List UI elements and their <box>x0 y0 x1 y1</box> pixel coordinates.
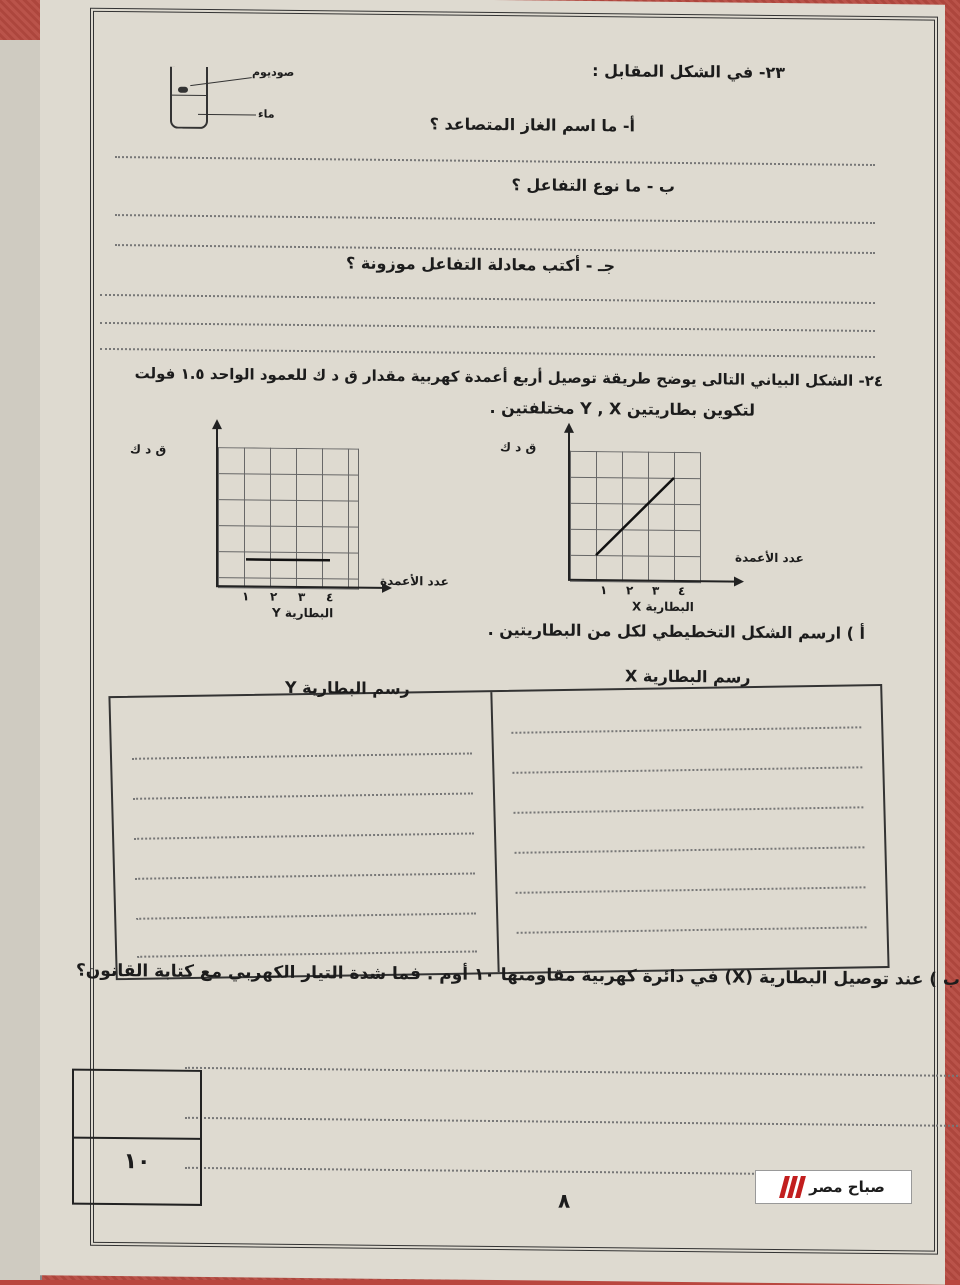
answer-line <box>511 726 861 733</box>
series-line <box>596 477 674 556</box>
answer-line <box>135 872 475 879</box>
q24-line1: ٢٤- الشكل البياني التالى يوضح طريقة توصيل أربع أعمدة كهربية مقدار ق د ك للعمود الواحد ١.٥ فولت <box>134 364 883 391</box>
answer-line <box>515 846 865 853</box>
answer-line <box>136 912 476 919</box>
graph-x-plot <box>570 451 700 582</box>
facing-page-edge <box>0 40 42 1280</box>
label-water: ماء <box>258 107 275 121</box>
graph-y-plot <box>218 447 358 588</box>
graph-battery-x <box>500 420 810 623</box>
answer-line <box>517 926 867 933</box>
graph-y-tick: ٤ <box>326 590 334 605</box>
x-axis-arrow-icon <box>734 577 744 587</box>
graph-x-tick: ١ <box>600 583 608 598</box>
watermark-logo <box>755 1170 912 1204</box>
watermark-text: صباح مصر <box>809 1178 885 1196</box>
graph-y-tick: ٣ <box>298 589 306 605</box>
table-divider <box>490 692 499 972</box>
graph-y-caption: البطارية Y <box>272 605 334 621</box>
q24-line2: لتكوين بطاريتين Y , X مختلفتين . <box>489 397 755 420</box>
series-line <box>246 559 330 560</box>
q23-part-c: جـ - أكتب معادلة التفاعل موزونة ؟ <box>345 253 615 276</box>
score-box <box>72 1069 202 1206</box>
q24-part-b: ب ) عند توصيل البطارية (X) في دائرة كهربية مقاومتها ١٠ أوم . فما شدة التيار الكهربي مع كتابة القانون؟ <box>75 960 960 990</box>
graph-x-x-label: عدد الأعمدة <box>735 550 804 566</box>
answer-line <box>512 766 862 773</box>
graph-x-tick: ٣ <box>652 583 660 598</box>
graph-y-tick: ٢ <box>270 589 278 604</box>
y-axis-arrow-icon <box>212 419 222 429</box>
answer-line <box>516 886 866 893</box>
table-title-x: رسم البطارية X <box>625 666 751 687</box>
logo-stripes-icon <box>782 1176 803 1198</box>
graph-y-x-label: عدد الأعمدة <box>380 573 449 589</box>
page-number: ٨ <box>558 1188 571 1213</box>
q24-part-a: أ ) ارسم الشكل التخطيطي لكل من البطاريتين . <box>487 619 865 643</box>
score-value: ١٠ <box>123 1149 151 1175</box>
graph-x-y-label: ق د ك <box>500 440 537 455</box>
y-axis-arrow-icon <box>564 423 574 433</box>
answer-line <box>132 752 472 759</box>
answer-line <box>513 806 863 813</box>
q23-heading: ٢٣- في الشكل المقابل : <box>592 61 785 83</box>
graph-x-tick: ٢ <box>626 583 634 598</box>
q23-part-b: ب - ما نوع التفاعل ؟ <box>511 175 675 196</box>
label-sodium: صوديوم <box>252 65 295 79</box>
score-divider <box>74 1137 200 1140</box>
graph-battery-y <box>130 416 450 629</box>
answer-line <box>134 832 474 839</box>
beaker-diagram <box>170 67 208 129</box>
graph-x-tick: ٤ <box>678 583 686 599</box>
answer-line <box>137 950 477 957</box>
graph-y-y-label: ق د ك <box>130 442 167 457</box>
graph-x-caption: البطارية X <box>632 599 694 615</box>
table-title-y: رسم البطارية Y <box>285 677 410 699</box>
worksheet-page <box>40 0 960 1285</box>
graph-y-tick: ١ <box>242 589 250 604</box>
q23-part-a: أ- ما اسم الغاز المتصاعد ؟ <box>429 114 635 136</box>
drawing-table <box>108 684 889 980</box>
answer-line <box>133 792 473 799</box>
